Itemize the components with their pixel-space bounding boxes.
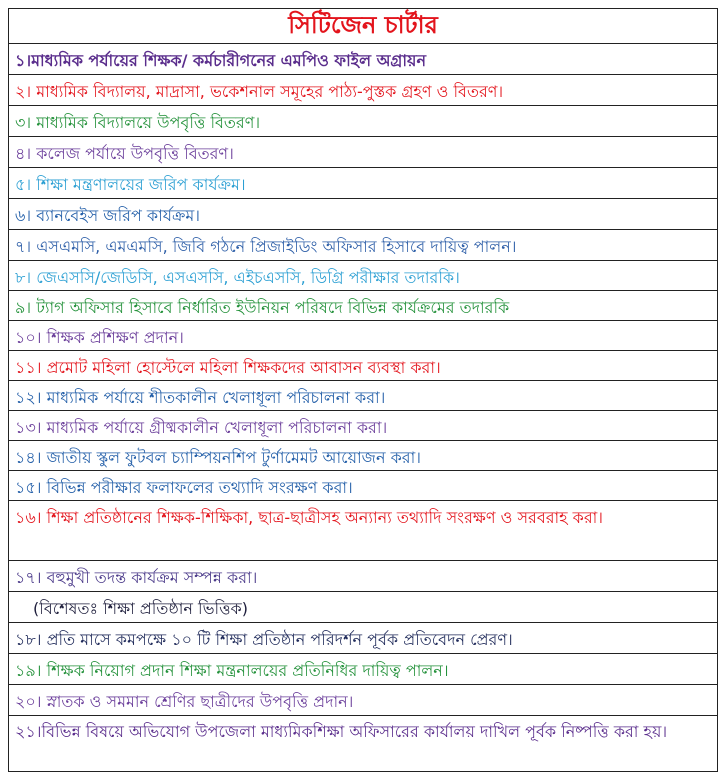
- charter-item: ২। মাধ্যমিক বিদ্যালয়, মাদ্রাসা, ভকেশনাল সমূহের পাঠ্য-পুস্তক গ্রহণ ও বিতরণ।: [9, 74, 717, 105]
- citizen-charter-table: [8, 8, 718, 772]
- charter-item: ১৯। শিক্ষক নিয়োগ প্রদান শিক্ষা মন্ত্রনালয়ের প্রতিনিধির দায়িত্ব পালন।: [9, 653, 717, 684]
- charter-item: ৭। এসএমসি, এমএমসি, জিবি গঠনে প্রিজাইডিং অফিসার হিসাবে দায়িত্ব পালন।: [9, 229, 717, 260]
- charter-item: ২০। স্নাতক ও সমমান শ্রেণির ছাত্রীদের উপবৃত্তি প্রদান।: [9, 684, 717, 715]
- charter-item: ২১।বিভিন্ন বিষয়ে অভিযোগ উপজেলা মাধ্যমিকশিক্ষা অফিসারের কার্যালয় দাখিল পূর্বক নিষ্পত্তি করা হয়।: [9, 715, 717, 771]
- charter-item: ৯। ট্যাগ অফিসার হিসাবে নির্ধারিত ইউনিয়ন পরিষদে বিভিন্ন কার্যক্রমের তদারকি: [9, 290, 717, 320]
- charter-item: ১৮। প্রতি মাসে কমপক্ষে ১০ টি শিক্ষা প্রতিষ্ঠান পরিদর্শন পূর্বক প্রতিবেদন প্রেরণ।: [9, 622, 717, 653]
- charter-item: ১।মাধ্যমিক পর্যায়ের শিক্ষক/ কর্মচারীগনের এমপিও ফাইল অগ্রায়ন: [9, 43, 717, 74]
- charter-item: ১১। প্রমোট মহিলা হোস্টেলে মহিলা শিক্ষকদের আবাসন ব্যবস্থা করা।: [9, 350, 717, 380]
- charter-item: ৫। শিক্ষা মন্ত্রণালয়ের জরিপ কার্যক্রম।: [9, 167, 717, 198]
- charter-item: ১২। মাধ্যমিক পর্যায়ে শীতকালীন খেলাধূলা পরিচালনা করা।: [9, 380, 717, 410]
- charter-title: সিটিজেন চার্টার: [288, 11, 438, 39]
- charter-item: ১০। শিক্ষক প্রশিক্ষণ প্রদান।: [9, 320, 717, 350]
- charter-item: ১৫। বিভিন্ন পরীক্ষার ফলাফলের তথ্যাদি সংরক্ষণ করা।: [9, 470, 717, 500]
- charter-item: ১৬। শিক্ষা প্রতিষ্ঠানের শিক্ষক-শিক্ষিকা, ছাত্র-ছাত্রীসহ অন্যান্য তথ্যাদি সংরক্ষণ ও সরবরাহ করা।: [9, 500, 717, 560]
- charter-item: ৪। কলেজ পর্যায়ে উপবৃত্তি বিতরণ।: [9, 136, 717, 167]
- charter-item: ১৩। মাধ্যমিক পর্যায়ে গ্রীষ্মকালীন খেলাধূলা পরিচালনা করা।: [9, 410, 717, 440]
- charter-sub-note: (বিশেষতঃ শিক্ষা প্রতিষ্ঠান ভিত্তিক): [9, 591, 717, 622]
- charter-item: ১৪। জাতীয় স্কুল ফুটবল চ্যাম্পিয়নশিপ টুর্ণামেমট আয়োজন করা।: [9, 440, 717, 470]
- charter-item: ৮। জেএসসি/জেডিসি, এসএসসি, এইচএসসি, ডিগ্রি পরীক্ষার তদারকি।: [9, 260, 717, 290]
- charter-item: ১৭। বহুমুখী তদন্ত কার্যক্রম সম্পন্ন করা।: [9, 560, 717, 591]
- charter-item: ৩। মাধ্যমিক বিদ্যালয়ে উপবৃত্তি বিতরণ।: [9, 105, 717, 136]
- charter-item: ৬। ব্যানবেইস জরিপ কার্যক্রম।: [9, 198, 717, 229]
